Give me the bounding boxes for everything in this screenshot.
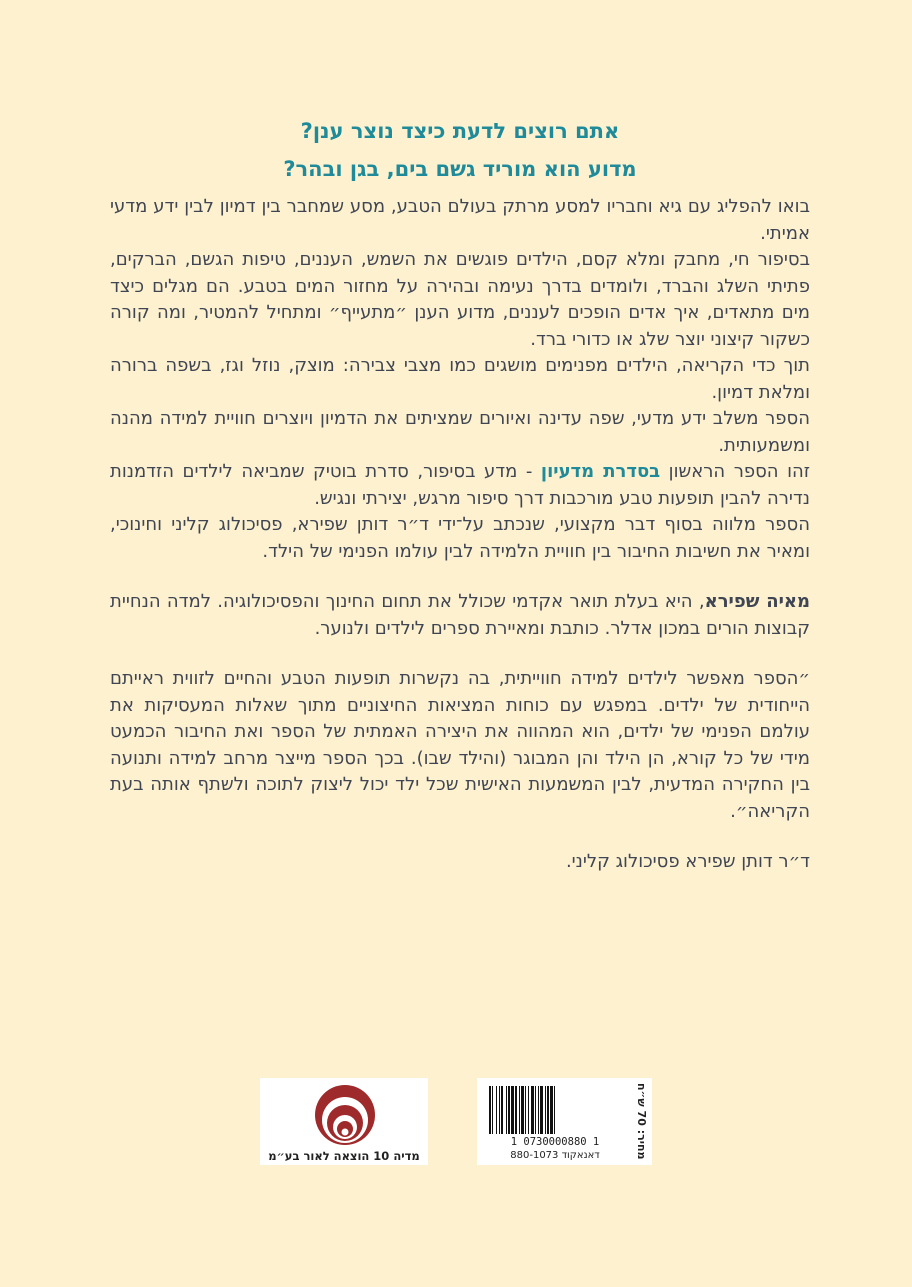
heading-question-rain: מדוע הוא מוריד גשם בים, בגן ובהר? — [283, 157, 637, 181]
barcode-bars — [489, 1086, 619, 1134]
isbn-number: 1 0730000880 1 — [510, 1136, 600, 1148]
publisher-logo-icon — [314, 1084, 376, 1146]
quote-attribution: ד״ר דותן שפירא פסיכולוג קליני. — [565, 851, 810, 872]
publisher-name: מדיה 10 הוצאה לאור בע״מ — [268, 1149, 420, 1163]
author-bio-text: , היא בעלת תואר אקדמי שכולל את תחום החינוך והפסיכולוגיה. למדה הנחיית קבוצות הורים במכון אדלר. כותבת ומאיירת ספרים לילדים ולנוער. — [110, 591, 810, 639]
series-text-after: - מדע בסיפור, סדרת בוטיק שמביאה לילדים הזדמנות נדירה להבין תופעות טבע מורכבות דרך סיפור מרגש, יצירתי ונגיש. — [110, 461, 810, 509]
author-name: מאיה שפירא — [704, 591, 810, 612]
paragraph-story: בסיפור חי, מחבק ומלא קסם, הילדים פוגשים את השמש, העננים, טיפות הגשם, הברקים, פתיתי השלג והברד, ולומדים בדרך נעימה ובהירה על מחזור המים בטבע. הם מגלים כיצד מים מתאדים, איך אדים הופכים לעננים, מדוע הענן ״מתעייף״ ומתחיל להמטיר, ומה קורה כשקור קיצוני יוצר שלג או כדורי ברד. — [110, 249, 810, 350]
publisher-box — [260, 1078, 428, 1165]
paragraph-intro: בואו להפליג עם גיא וחבריו למסע מרתק בעולם הטבע, מסע שמחבר בין דמיון לבין ידע מדעי אמיתי. — [110, 196, 810, 244]
paragraph-series — [110, 459, 810, 512]
heading-question-cloud: אתם רוצים לדעת כיצד נוצר ענן? — [300, 119, 620, 143]
series-name: בסדרת מדעיון — [540, 461, 661, 482]
paragraph-states-of-matter: תוך כדי הקריאה, הילדים מפנימים מושגים כמו מצבי צבירה: מוצק, נוזל וגז, בשפה ברורה ומלאת דמיון. — [110, 355, 810, 403]
paragraph-book-combines: הספר משלב ידע מדעי, שפה עדינה ואיורים שמציתים את הדמיון ויוצרים חוויית למידה מהנה ומשמעותית. — [110, 408, 810, 456]
danacode: דאנאקוד 880-1073 — [510, 1150, 600, 1161]
endorsement-quote: ״הספר מאפשר לילדים למידה חווייתית, בה נקשרות תופעות הטבע והחיים לזווית ראייתם הייחודית של ילדים. במפגש עם כוחות המציאות החיצוניים מתוך שאלות המעסיקות את עולמם הפנימי של ילדים, הוא המהווה את היצירה האמתית של הספר ואת החיבור הכמעט מידי של כל קורא, הן הילד והן המבוגר (והילד שבו). בכך הספר מייצר מרחב למידה ותנועה בין החקירה המדעית, לבין המשמעות האישית שכל ילד יכול ליצוק לתוכה ולשתף אותה בעת הקריאה״. — [110, 668, 810, 822]
series-text-before: זהו הספר הראשון — [660, 461, 810, 482]
cover-text — [110, 116, 810, 876]
price-label: מחיר: 70 ש״ח — [635, 1082, 648, 1160]
author-bio — [110, 589, 810, 642]
paragraph-afterword: הספר מלווה בסוף דבר מקצועי, שנכתב על־ידי ד״ר דותן שפירא, פסיכולוג קליני וחינוכי, ומאיר את חשיבות החיבור בין חוויית הלמידה לבין עולמו הפנימי של הילד. — [110, 514, 810, 562]
barcode-label — [477, 1078, 652, 1165]
